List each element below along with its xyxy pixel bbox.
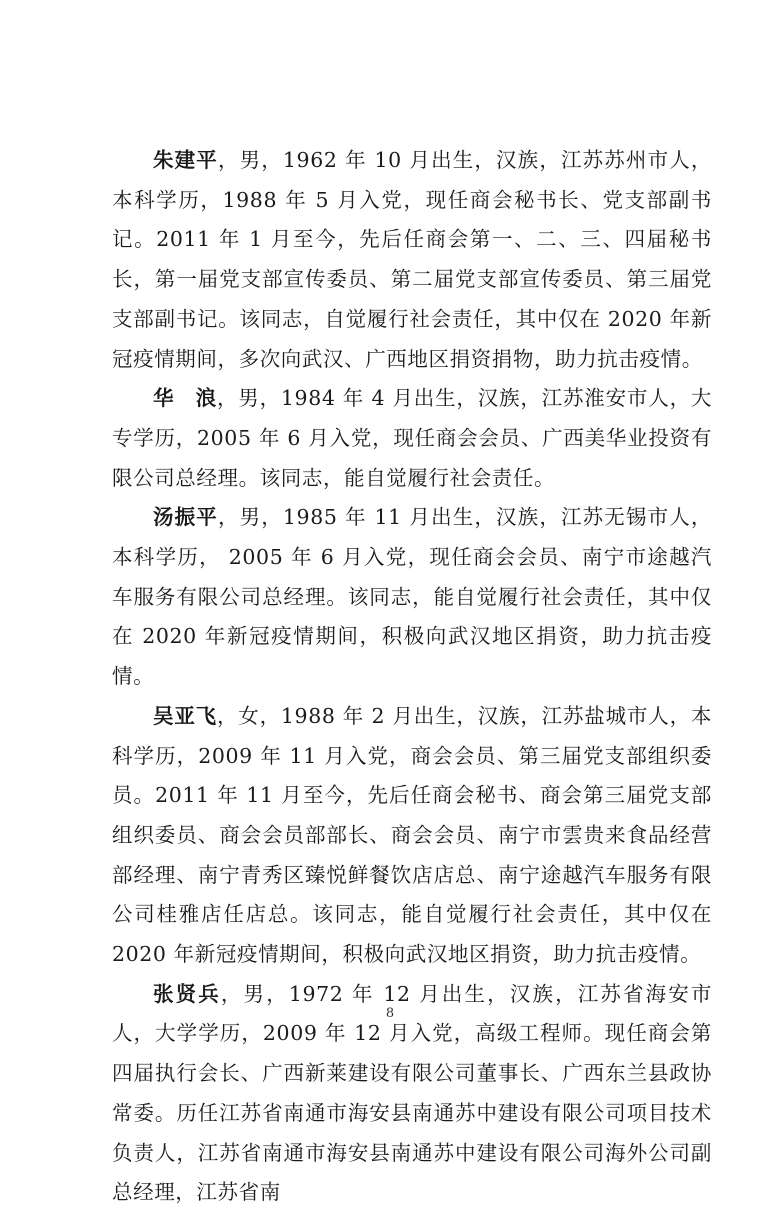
paragraph-tang-zhenping xyxy=(112,498,712,697)
paragraph-text: ，男，1972 年 12 月出生，汉族，江苏省海安市人，大学学历，2009 年 12 月入党，高级工程师。现任商会第四届执行会长、广西新莱建设有限公司董事长、广西东兰县政协常委。历任江苏省南通市海安县南通苏中建设有限公司项目技术负责人，江苏省南通市海安县南通苏中建设有限公司海外公司副总经理，江苏省南 xyxy=(112,981,713,1205)
paragraph-wu-yafei xyxy=(112,697,712,975)
paragraph-text: ，男，1984 年 4 月出生，汉族，江苏淮安市人，大专学历，2005 年 6 月入党，现任商会会员、广西美华业投资有限公司总经理。该同志，能自觉履行社会责任。 xyxy=(112,386,712,490)
person-name: 吴亚飞 xyxy=(153,703,217,728)
paragraph-text: ，女，1988 年 2 月出生，汉族，江苏盐城市人，本科学历，2009 年 11 月入党，商会会员、第三届党支部组织委员。2011 年 11 月至今，先后任商会秘书、商会第三届党支部组织委员、商会会员部部长、商会会员、南宁市雲贵来食品经营部经理、南宁青秀区臻悦鲜餐饮店店总、南宁途越汽车服务有限公司桂雅店任店总。该同志，能自觉履行社会责任，其中仅在 2020 年新冠疫情期间，积极向武汉地区捐资，助力抗击疫情。 xyxy=(112,703,712,967)
document-body xyxy=(112,141,712,1213)
paragraph-text: ，男，1985 年 11 月出生，汉族，江苏无锡市人，本科学历， 2005 年 6 月入党，现任商会会员、南宁市途越汽车服务有限公司总经理。该同志，能自觉履行社会责任，其中仅在 2020 年新冠疫情期间，积极向武汉地区捐资，助力抗击疫情。 xyxy=(112,505,712,689)
person-name: 华 浪 xyxy=(153,386,217,411)
person-name: 朱建平 xyxy=(153,148,218,172)
paragraph-text: ，男，1962 年 10 月出生，汉族，江苏苏州市人，本科学历，1988 年 5 月入党，现任商会秘书长、党支部副书记。2011 年 1 月至今，先后任商会第一、二、三、四届秘书长，第一届党支部宣传委员、第二届党支部宣传委员、第三届党支部副书记。该同志，自觉履行社会责任，其中仅在 2020 年新冠疫情期间，多次向武汉、广西地区捐资捐物，助力抗击疫情。 xyxy=(112,148,712,371)
page-number: 8 xyxy=(385,1006,395,1021)
person-name: 汤振平 xyxy=(153,505,218,530)
paragraph-zhu-jianping xyxy=(112,141,712,379)
person-name: 张贤兵 xyxy=(153,981,221,1006)
paragraph-hua-lang xyxy=(112,379,712,498)
